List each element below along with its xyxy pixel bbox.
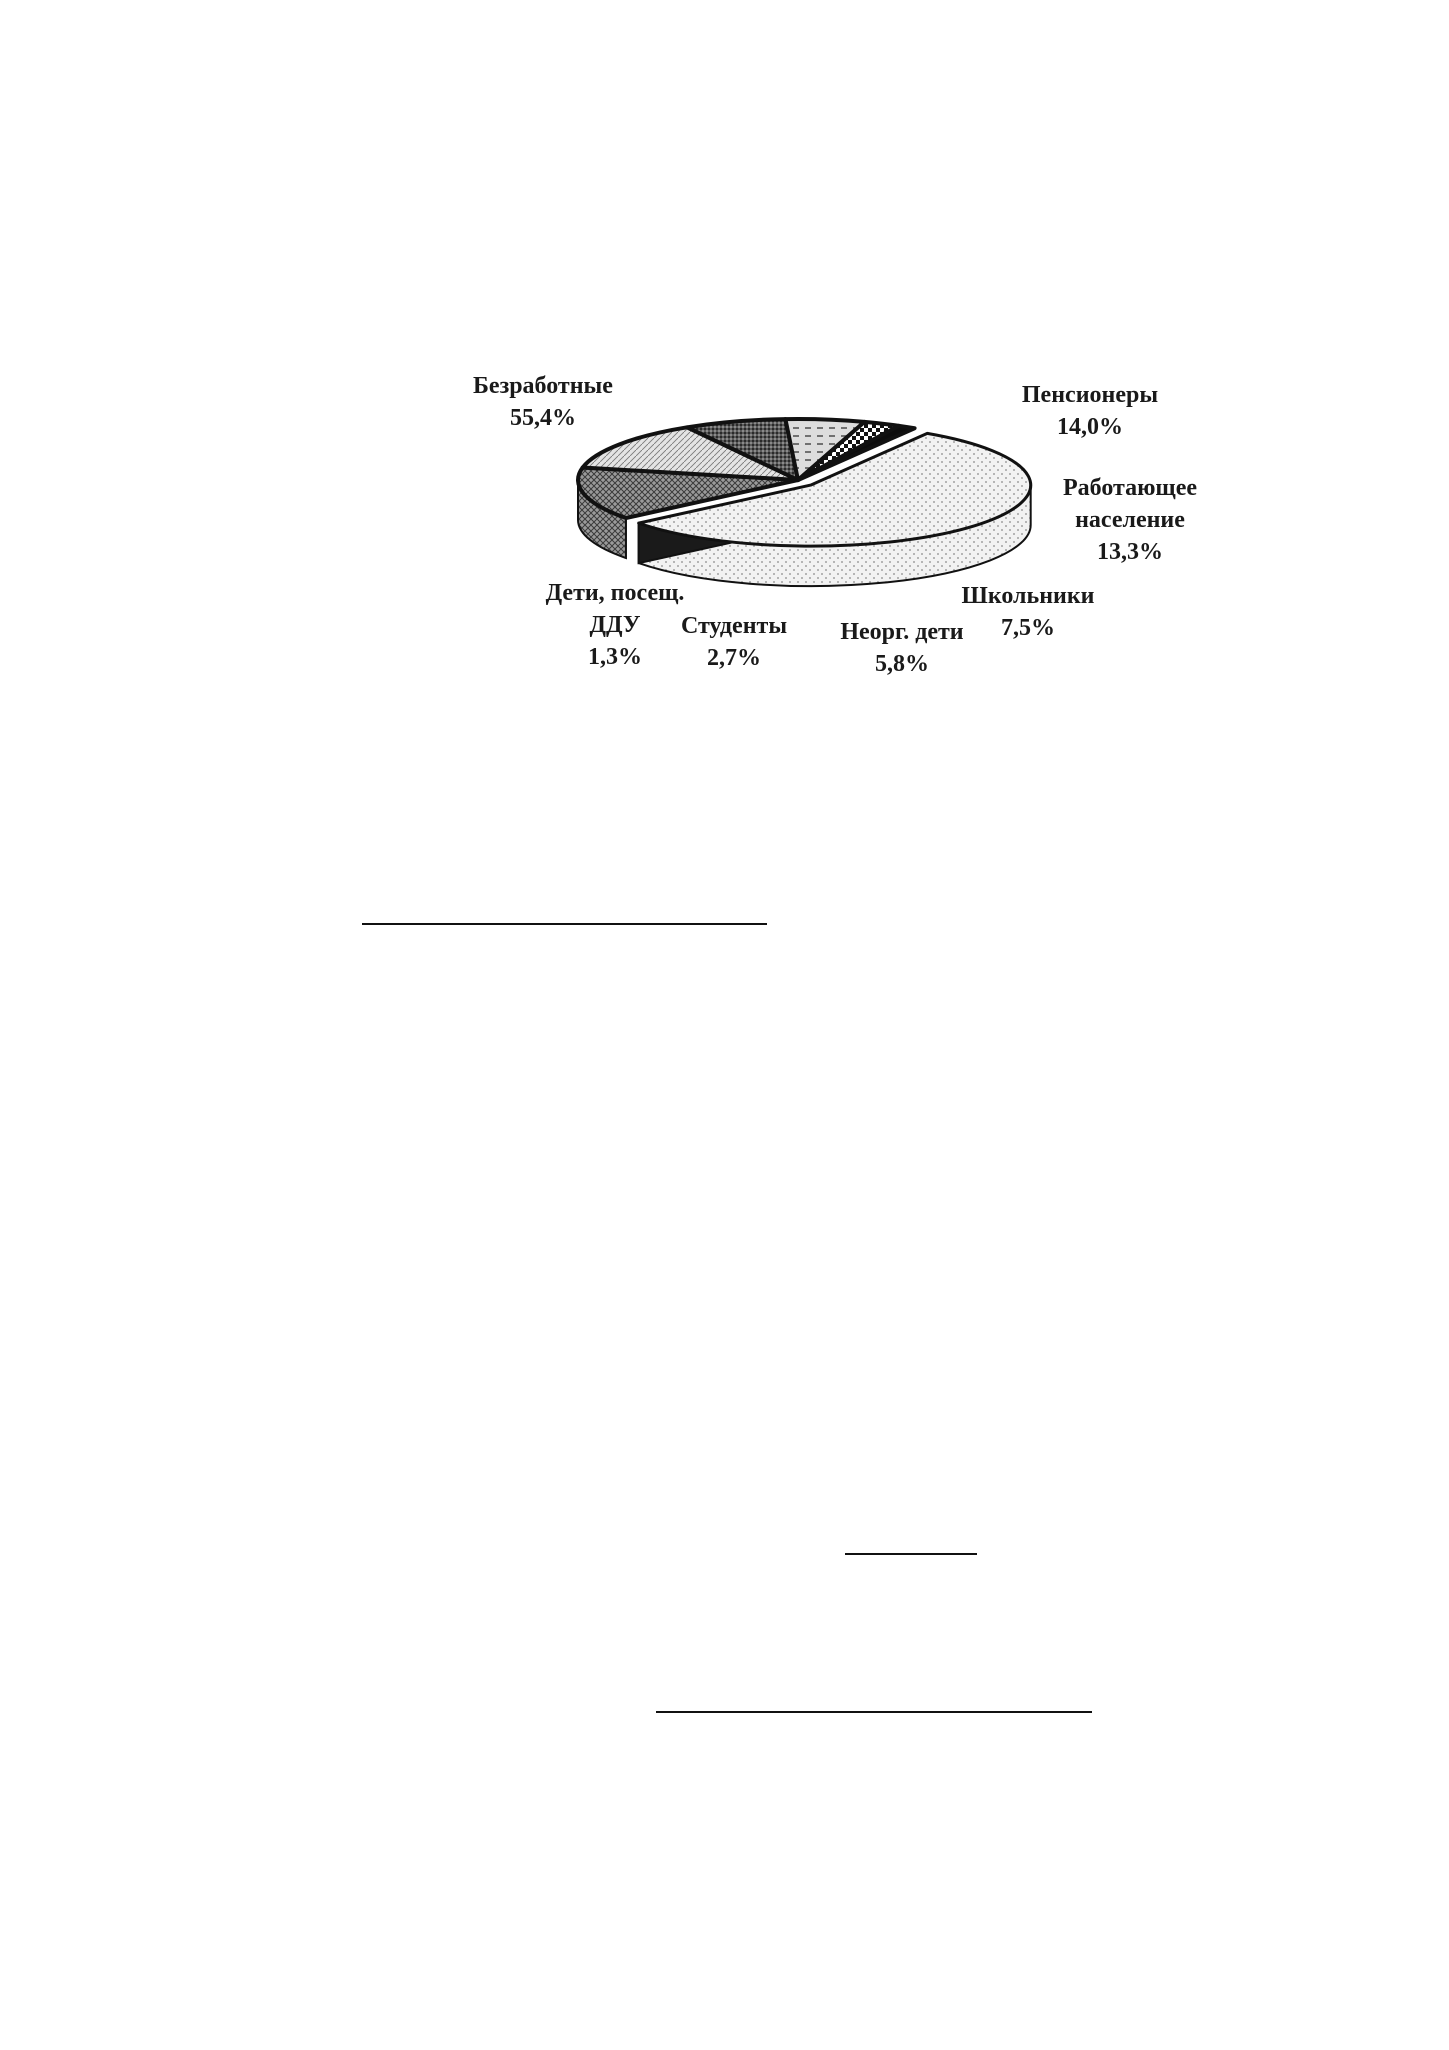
label-deti-ddu <box>535 577 695 673</box>
label-rabotayushchee-value: 13,3% <box>1097 539 1163 565</box>
label-studenty-value: 2,7% <box>707 645 761 671</box>
signature-line-1 <box>362 923 767 925</box>
label-neorg-value: 5,8% <box>875 651 929 677</box>
label-shkolniki-name: Школьники <box>961 583 1095 609</box>
label-neorg <box>822 616 982 680</box>
label-rabotayushchee-line1: Работающее <box>1062 475 1197 501</box>
label-deti-ddu-line2: ДДУ <box>589 612 641 638</box>
label-deti-ddu-value: 1,3% <box>588 644 642 670</box>
label-bezrabotnye-value: 55,4% <box>510 405 576 431</box>
pie-tops <box>578 419 1031 546</box>
label-deti-ddu-line1: Дети, посещ. <box>545 580 685 606</box>
label-bezrabotnye-name: Безработные <box>473 373 613 399</box>
label-bezrabotnye <box>448 370 638 434</box>
label-rabotayushchee-line2: население <box>1075 507 1185 533</box>
label-shkolniki-value: 7,5% <box>1001 615 1055 641</box>
label-pensionery-value: 14,0% <box>1057 414 1123 440</box>
label-pensionery-name: Пенсионеры <box>1021 382 1159 408</box>
label-pensionery <box>990 379 1190 443</box>
label-studenty-name: Студенты <box>680 613 788 639</box>
label-neorg-name: Неорг. дети <box>840 619 964 645</box>
signature-line-3 <box>656 1711 1092 1713</box>
signature-line-2 <box>845 1553 977 1555</box>
label-rabotayushchee <box>1040 472 1220 568</box>
